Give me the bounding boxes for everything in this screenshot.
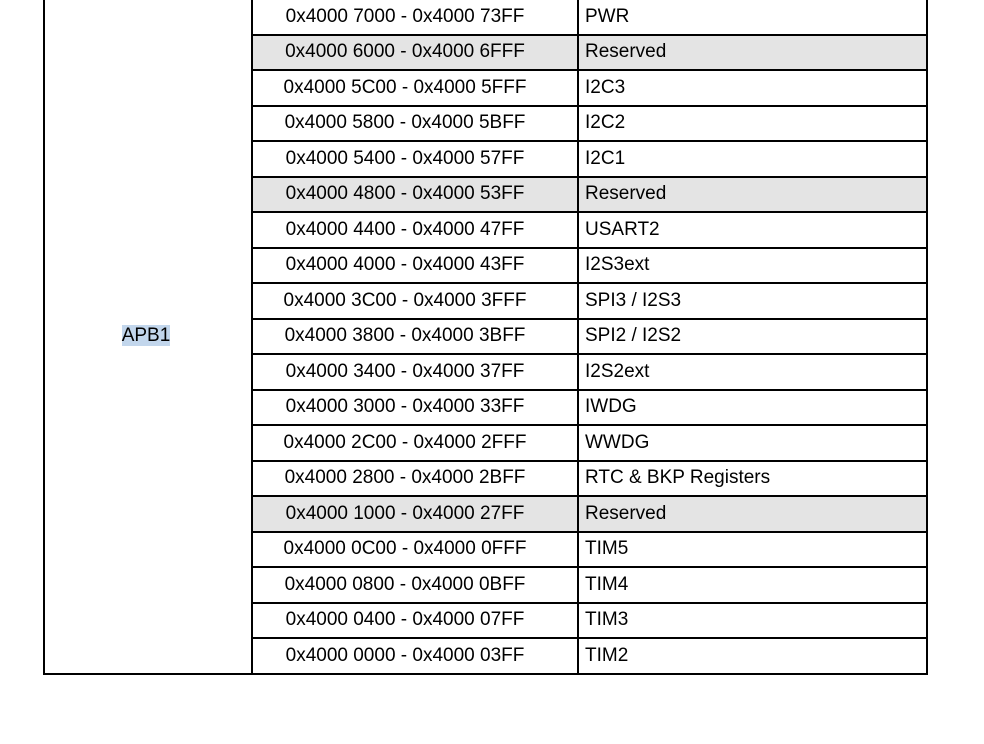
peripheral-cell: I2S3ext	[578, 248, 927, 284]
address-range-cell: 0x4000 7000 - 0x4000 73FF	[252, 0, 578, 35]
address-range-cell: 0x4000 2C00 - 0x4000 2FFF	[252, 425, 578, 461]
bus-cell	[44, 0, 252, 674]
peripheral-cell: TIM4	[578, 567, 927, 603]
address-range-cell: 0x4000 0400 - 0x4000 07FF	[252, 603, 578, 639]
table-row	[44, 0, 927, 35]
address-range-cell: 0x4000 0000 - 0x4000 03FF	[252, 638, 578, 674]
address-range-cell: 0x4000 1000 - 0x4000 27FF	[252, 496, 578, 532]
address-range-cell: 0x4000 3000 - 0x4000 33FF	[252, 390, 578, 426]
address-range-cell: 0x4000 3400 - 0x4000 37FF	[252, 354, 578, 390]
memory-map-table-body	[44, 0, 927, 674]
peripheral-cell: TIM5	[578, 532, 927, 568]
peripheral-cell: RTC & BKP Registers	[578, 461, 927, 497]
bus-label[interactable]: APB1	[121, 325, 171, 347]
address-range-cell: 0x4000 4400 - 0x4000 47FF	[252, 212, 578, 248]
memory-map-table	[43, 0, 928, 675]
address-range-cell: 0x4000 0C00 - 0x4000 0FFF	[252, 532, 578, 568]
peripheral-cell: TIM3	[578, 603, 927, 639]
peripheral-cell: SPI2 / I2S2	[578, 319, 927, 355]
peripheral-cell: SPI3 / I2S3	[578, 283, 927, 319]
peripheral-cell: PWR	[578, 0, 927, 35]
address-range-cell: 0x4000 6000 - 0x4000 6FFF	[252, 35, 578, 71]
peripheral-cell: IWDG	[578, 390, 927, 426]
memory-map-table-wrapper	[43, 0, 926, 675]
address-range-cell: 0x4000 5800 - 0x4000 5BFF	[252, 106, 578, 142]
peripheral-cell: I2C1	[578, 141, 927, 177]
peripheral-cell: I2C3	[578, 70, 927, 106]
address-range-cell: 0x4000 4000 - 0x4000 43FF	[252, 248, 578, 284]
address-range-cell: 0x4000 0800 - 0x4000 0BFF	[252, 567, 578, 603]
address-range-cell: 0x4000 3C00 - 0x4000 3FFF	[252, 283, 578, 319]
address-range-cell: 0x4000 2800 - 0x4000 2BFF	[252, 461, 578, 497]
peripheral-cell: TIM2	[578, 638, 927, 674]
peripheral-cell: Reserved	[578, 177, 927, 213]
address-range-cell: 0x4000 5400 - 0x4000 57FF	[252, 141, 578, 177]
peripheral-cell: I2C2	[578, 106, 927, 142]
peripheral-cell: WWDG	[578, 425, 927, 461]
peripheral-cell: I2S2ext	[578, 354, 927, 390]
peripheral-cell: USART2	[578, 212, 927, 248]
peripheral-cell: Reserved	[578, 496, 927, 532]
address-range-cell: 0x4000 4800 - 0x4000 53FF	[252, 177, 578, 213]
peripheral-cell: Reserved	[578, 35, 927, 71]
address-range-cell: 0x4000 3800 - 0x4000 3BFF	[252, 319, 578, 355]
address-range-cell: 0x4000 5C00 - 0x4000 5FFF	[252, 70, 578, 106]
